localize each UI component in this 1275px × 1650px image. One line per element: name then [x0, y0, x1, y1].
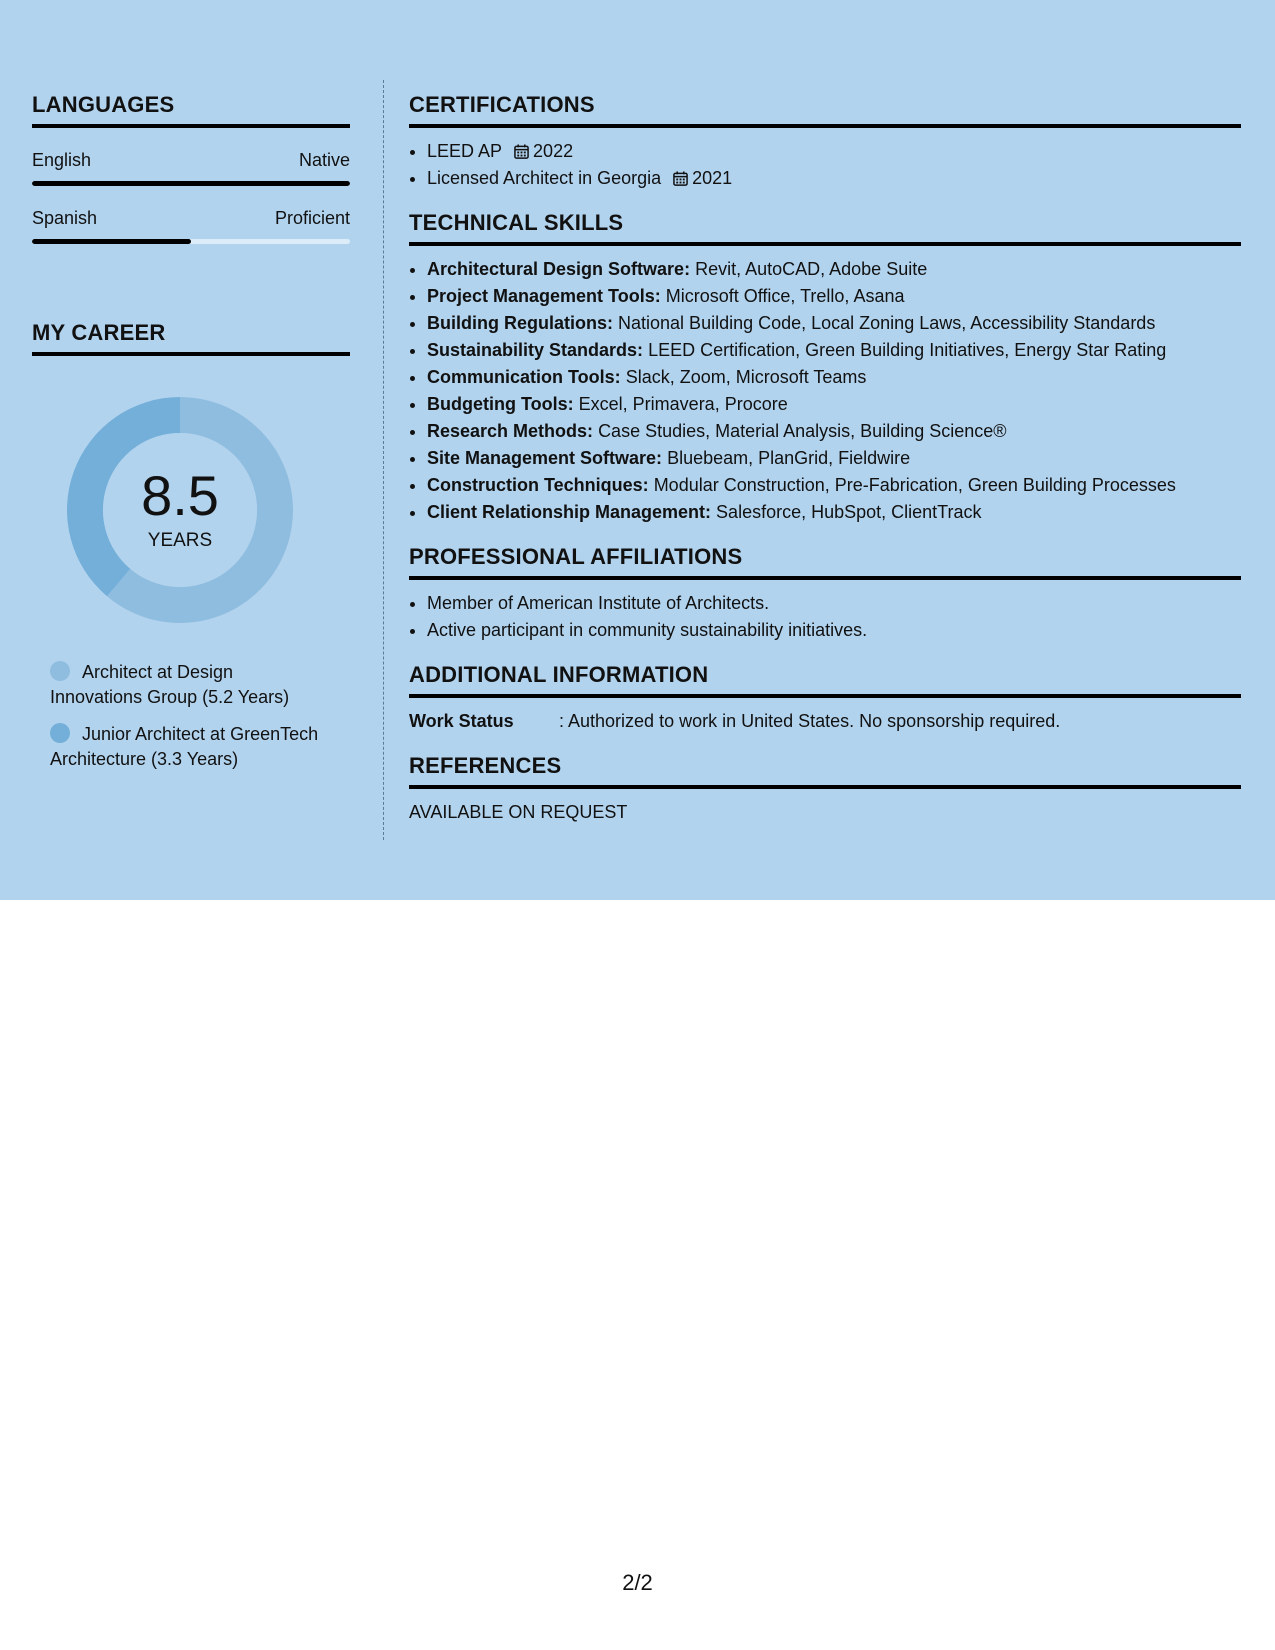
language-proficiency-bar [32, 181, 350, 186]
legend-dot [50, 723, 70, 743]
languages-section [32, 92, 350, 244]
skill-value: Salesforce, HubSpot, ClientTrack [716, 502, 982, 522]
skill-item [427, 418, 1241, 445]
additional-info-title: ADDITIONAL INFORMATION [409, 662, 1241, 698]
skill-value: Microsoft Office, Trello, Asana [665, 286, 905, 306]
languages-title: LANGUAGES [32, 92, 350, 128]
career-legend-label: Junior Architect at GreenTech Architecture (3.3 Years) [50, 724, 319, 769]
certifications-section [409, 92, 1241, 192]
technical-skills-section [409, 210, 1241, 526]
technical-skills-title: TECHNICAL SKILLS [409, 210, 1241, 246]
career-legend-item [50, 660, 320, 710]
skill-value: LEED Certification, Green Building Initiatives, Energy Star Rating [648, 340, 1167, 360]
language-level: Native [298, 150, 350, 170]
certification-year: 2021 [692, 168, 733, 188]
skill-value: Bluebeam, PlanGrid, Fieldwire [667, 448, 911, 468]
skill-item [427, 445, 1241, 472]
work-status-label: Work Status [409, 711, 514, 731]
skill-label: Client Relationship Management: [427, 502, 712, 522]
skill-item [427, 337, 1241, 364]
references-section [409, 753, 1241, 826]
language-row [32, 150, 350, 171]
language-item [32, 150, 350, 186]
references-title: REFERENCES [409, 753, 1241, 789]
affiliations-title: PROFESSIONAL AFFILIATIONS [409, 544, 1241, 580]
skill-value: National Building Code, Local Zoning Laws, Accessibility Standards [618, 313, 1156, 333]
work-status-value: : Authorized to work in United States. No sponsorship required. [559, 711, 1061, 731]
right-column [409, 92, 1241, 844]
certification-item [427, 165, 1241, 192]
affiliations-section [409, 544, 1241, 644]
languages-list [32, 150, 350, 244]
skill-value: Revit, AutoCAD, Adobe Suite [695, 259, 928, 279]
column-divider [383, 80, 384, 840]
career-donut-chart [66, 396, 294, 624]
left-column [32, 92, 350, 784]
page-number: 2/2 [622, 1570, 653, 1595]
skill-label: Architectural Design Software: [427, 259, 691, 279]
language-row [32, 208, 350, 229]
certification-name: Licensed Architect in Georgia [427, 168, 662, 188]
language-name: Spanish [32, 208, 98, 228]
skill-item [427, 364, 1241, 391]
skill-value: Slack, Zoom, Microsoft Teams [625, 367, 867, 387]
skill-item [427, 499, 1241, 526]
additional-info-section [409, 662, 1241, 735]
certification-name: LEED AP [427, 141, 503, 161]
career-legend-label: Architect at Design Innovations Group (5.2 Years) [50, 662, 290, 707]
language-name: English [32, 150, 92, 170]
career-section [32, 320, 350, 772]
language-proficiency-fill [32, 181, 350, 186]
skill-item [427, 283, 1241, 310]
technical-skills-list [409, 256, 1241, 526]
skill-value: Excel, Primavera, Procore [578, 394, 788, 414]
language-proficiency-fill [32, 239, 191, 244]
calendar-icon [673, 167, 688, 182]
skill-label: Communication Tools: [427, 367, 621, 387]
skill-label: Sustainability Standards: [427, 340, 644, 360]
skill-label: Construction Techniques: [427, 475, 649, 495]
work-status-row [409, 708, 1241, 735]
skill-value: Case Studies, Material Analysis, Building Science® [598, 421, 1007, 441]
career-legend-item [50, 722, 320, 772]
career-total-unit: YEARS [147, 530, 213, 551]
career-legend [50, 660, 320, 772]
skill-item [427, 310, 1241, 337]
skill-label: Building Regulations: [427, 313, 613, 333]
affiliation-item: • Member of American Institute of Architects. [427, 590, 1241, 617]
skill-label: Research Methods: [427, 421, 594, 441]
language-item [32, 208, 350, 244]
skill-value: Modular Construction, Pre-Fabrication, Green Building Processes [653, 475, 1176, 495]
calendar-icon [514, 140, 529, 155]
affiliations-list [409, 590, 1241, 644]
certifications-title: CERTIFICATIONS [409, 92, 1241, 128]
references-text: AVAILABLE ON REQUEST [409, 802, 628, 822]
skill-label: Project Management Tools: [427, 286, 661, 306]
language-level: Proficient [274, 208, 350, 228]
skill-item [427, 256, 1241, 283]
certification-item [427, 138, 1241, 165]
career-total-years: 8.5 [141, 464, 219, 527]
skill-item [427, 472, 1241, 499]
skill-label: Site Management Software: [427, 448, 663, 468]
skill-label: Budgeting Tools: [427, 394, 574, 414]
legend-dot [50, 661, 70, 681]
skill-item [427, 391, 1241, 418]
affiliation-item: • Active participant in community sustainability initiatives. [427, 617, 1241, 644]
language-proficiency-bar [32, 239, 350, 244]
certifications-list [409, 138, 1241, 192]
certification-year: 2022 [533, 141, 574, 161]
career-title: MY CAREER [32, 320, 350, 356]
